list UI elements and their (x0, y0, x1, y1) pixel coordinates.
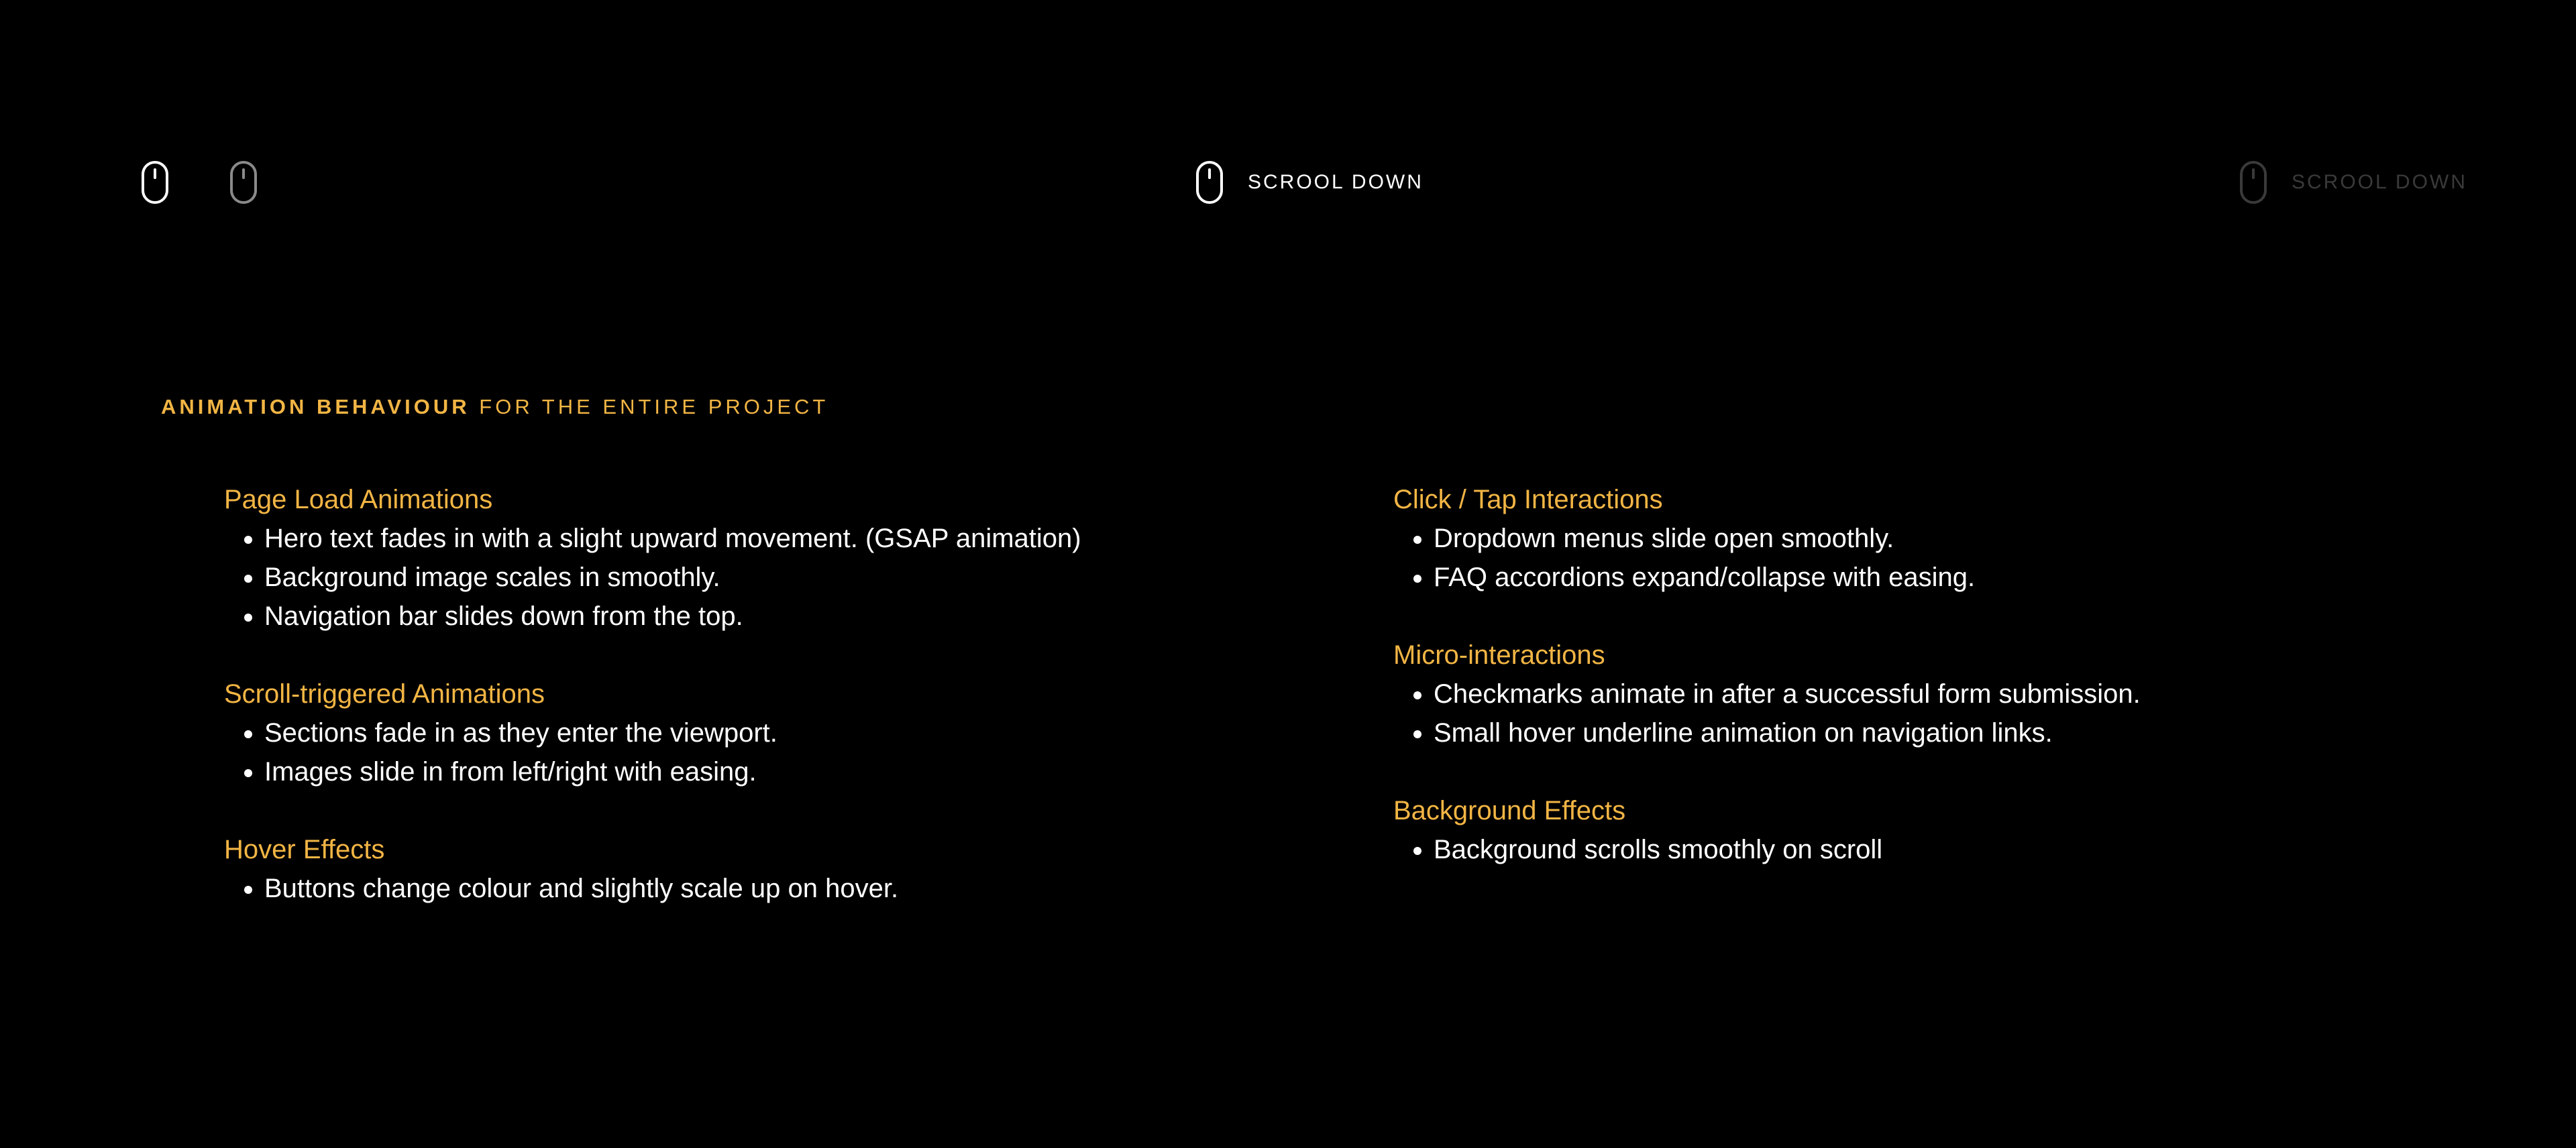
group-title: Page Load Animations (224, 485, 493, 514)
mouse-icon (2239, 160, 2267, 205)
list-item: • Sections fade in as they enter the viewport. (264, 713, 1081, 752)
group-background-effects (1393, 791, 2141, 869)
list-item: • Checkmarks animate in after a successful form submission. (1434, 675, 2141, 713)
group-title: Click / Tap Interactions (1393, 485, 1663, 514)
list-item: • Hero text fades in with a slight upward movement. (GSAP animation) (264, 519, 1081, 558)
group-hover-effects (224, 830, 1081, 908)
mouse-icon (1195, 160, 1224, 205)
group-scroll-triggered-animations (224, 675, 1081, 791)
mouse-icon (229, 160, 258, 205)
group-title: Background Effects (1393, 796, 1626, 825)
right-column (1393, 480, 2141, 908)
scroll-down-label-faded: SCROOL DOWN (2292, 171, 2467, 193)
section-title-strong: ANIMATION BEHAVIOUR (161, 395, 470, 418)
bullet-list (1393, 519, 2141, 597)
mouse-icon (141, 160, 169, 205)
bullet-list (224, 519, 1081, 636)
list-item: • Background scrolls smoothly on scroll (1434, 830, 2141, 869)
left-column (224, 480, 1081, 947)
list-item: • Navigation bar slides down from the top. (264, 597, 1081, 636)
bullet-list (224, 713, 1081, 791)
bullet-list (1393, 675, 2141, 752)
list-item: • Background image scales in smoothly. (264, 558, 1081, 597)
list-item: • Dropdown menus slide open smoothly. (1434, 519, 2141, 558)
bullet-list (1393, 830, 2141, 869)
group-title: Scroll-triggered Animations (224, 679, 545, 709)
list-item: • Images slide in from left/right with easing. (264, 752, 1081, 791)
list-item: • FAQ accordions expand/collapse with easing. (1434, 558, 2141, 597)
group-page-load-animations (224, 480, 1081, 636)
group-micro-interactions (1393, 636, 2141, 752)
bullet-list (224, 869, 1081, 908)
section-title (161, 396, 828, 417)
list-item: • Buttons change colour and slightly scale up on hover. (264, 869, 1081, 908)
group-title: Micro-interactions (1393, 640, 1605, 670)
group-title: Hover Effects (224, 835, 385, 864)
list-item: • Small hover underline animation on navigation links. (1434, 713, 2141, 752)
scroll-down-label: SCROOL DOWN (1248, 171, 1424, 193)
section-title-rest: FOR THE ENTIRE PROJECT (470, 395, 829, 418)
group-click-tap-interactions (1393, 480, 2141, 597)
